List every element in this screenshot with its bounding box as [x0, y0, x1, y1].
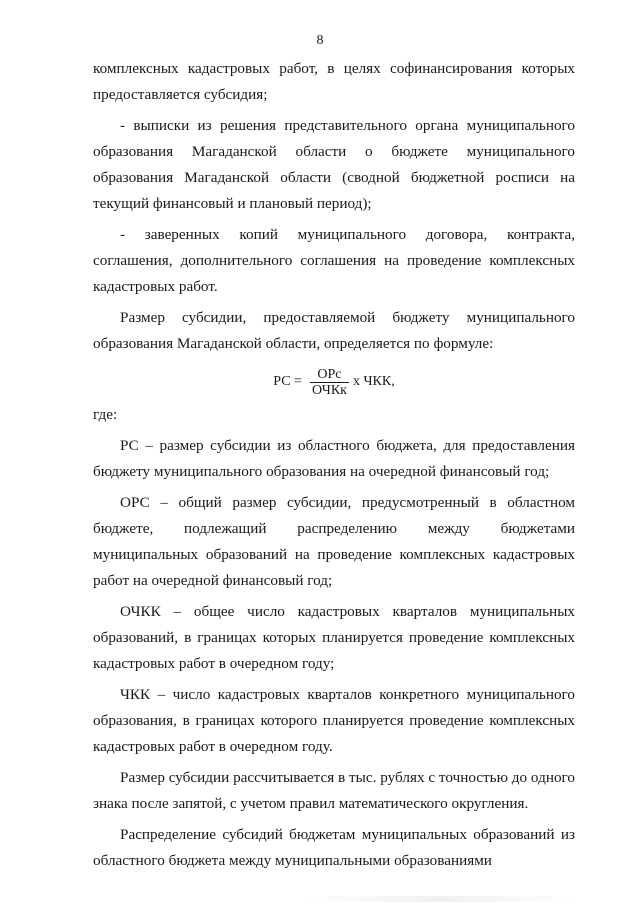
page-number: 8: [316, 33, 324, 48]
subsidy-formula: [93, 362, 575, 402]
formula-lhs: РС =: [273, 374, 302, 389]
paragraph-distribution: Распределение субсидий бюджетам муниципальных образований из областного бюджета между муниципальными образованиями: [93, 826, 575, 869]
paragraph-rounding: Размер субсидии рассчитывается в тыс. рублях с точностью до одного знака после запятой, с учетом правил математического округления.: [93, 769, 575, 812]
scan-edge-shadow: [300, 896, 580, 902]
formula-fraction: [310, 367, 349, 398]
paragraph-formula-intro: Размер субсидии, предоставляемой бюджету муниципального образования Магаданской области, определяется по формуле:: [93, 309, 575, 352]
document-body: [93, 56, 575, 879]
formula-denominator: ОЧКк: [311, 382, 347, 398]
definition-rs: РС – размер субсидии из областного бюджета, для предоставления бюджету муниципального образования на очередной финансовый год;: [93, 437, 575, 480]
definition-chkk: ЧКК – число кадастровых кварталов конкретного муниципального образования, в границах которого планируется проведение комплексных кадастровых работ в очередном году.: [93, 686, 575, 755]
definition-ochkk: ОЧКК – общее число кадастровых кварталов муниципальных образований, в границах которых планируется проведение комплексных кадастровых работ в очередном году;: [93, 603, 575, 672]
paragraph-item-excerpt: - выписки из решения представительного органа муниципального образования Магаданской области о бюджете муниципального образования Магаданской области (сводной бюджетной росписи на текущий финансовый и плановый период);: [93, 117, 575, 212]
definition-ors: ОРС – общий размер субсидии, предусмотренный в областном бюджете, подлежащий распределению между бюджетами муниципальных образований на проведение комплексных кадастровых работ на очередной финансовый год;: [93, 494, 575, 589]
formula-rhs: х ЧКК,: [352, 374, 395, 389]
paragraph-item-copies: - заверенных копий муниципального договора, контракта, соглашения, дополнительного соглашения на проведение комплексных кадастровых работ.: [93, 226, 575, 295]
paragraph-continuation: комплексных кадастровых работ, в целях софинансирования которых предоставляется субсидия;: [93, 60, 575, 103]
where-label: где:: [93, 406, 118, 423]
formula-numerator: ОРс: [317, 366, 342, 382]
